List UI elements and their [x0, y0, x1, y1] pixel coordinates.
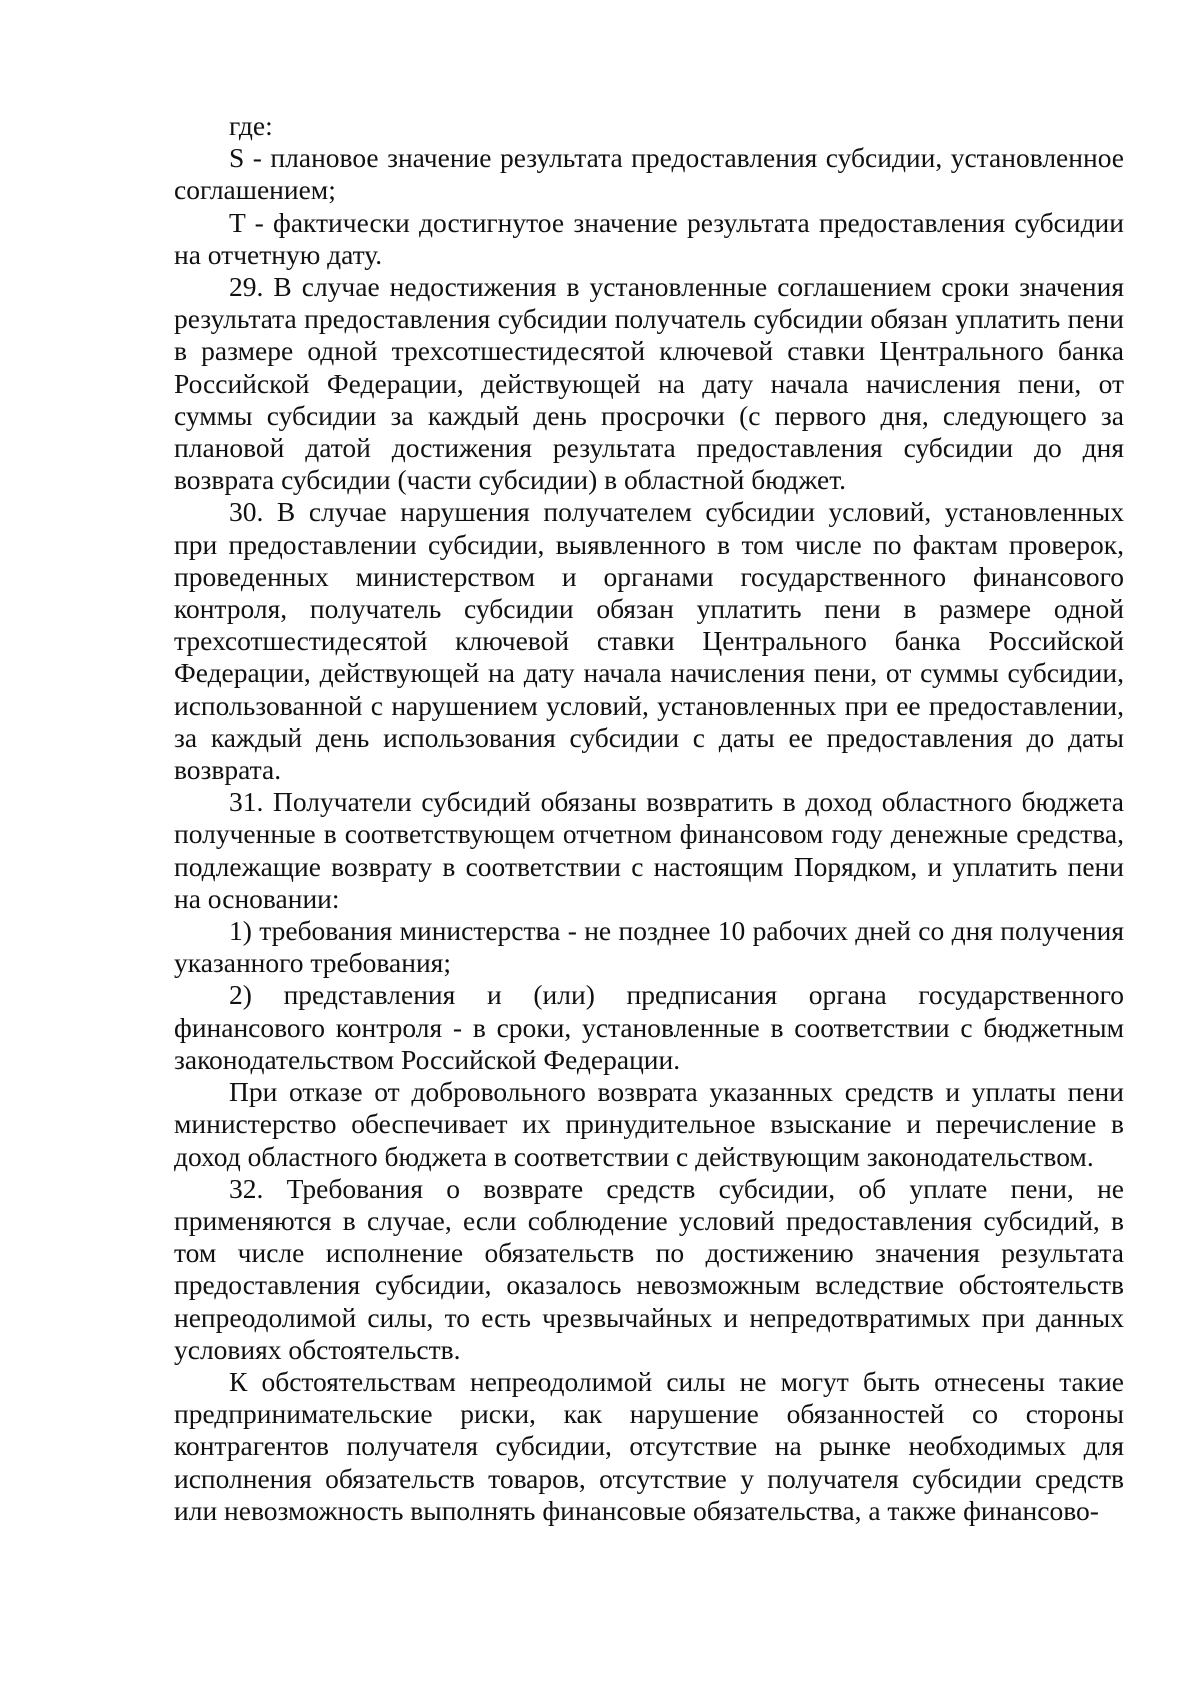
- paragraph-definition-t: T - фактически достигнутое значение результата предоставления субсидии на отчетную дату.: [174, 206, 1124, 270]
- paragraph-clause-29: 29. В случае недостижения в установленные соглашением сроки значения результата предоставления субсидии получатель субсидии обязан уплатить пени в размере одной трехсотшестидесятой ключевой ставки Центрального банка Российской Федерации, действующей на дату начала начисления пени, от суммы субсидии за каждый день просрочки (с первого дня, следующего за плановой датой достижения результата предоставления субсидии до дня возврата субсидии (части субсидии) в областной бюджет.: [174, 271, 1124, 496]
- paragraph-clause-31-item-1: 1) требования министерства - не позднее 10 рабочих дней со дня получения указанного требования;: [174, 915, 1124, 979]
- paragraph-clause-32: 32. Требования о возврате средств субсидии, об уплате пени, не применяются в случае, если соблюдение условий предоставления субсидий, в том числе исполнение обязательств по достижению значения результата предоставления субсидии, оказалось невозможным вследствие обстоятельств непреодолимой силы, то есть чрезвычайных и непредотвратимых при данных условиях обстоятельств.: [174, 1172, 1124, 1365]
- paragraph-force-majeure: К обстоятельствам непреодолимой силы не могут быть отнесены такие предпринимательские риски, как нарушение обязанностей со стороны контрагентов получателя субсидии, отсутствие на рынке необходимых для исполнения обязательств товаров, отсутствие у получателя субсидии средств или невозможность выполнять финансовые обязательства, а также финансово-: [174, 1365, 1124, 1526]
- paragraph-clause-30: 30. В случае нарушения получателем субсидии условий, установленных при предоставлении субсидии, выявленного в том числе по фактам проверок, проведенных министерством и органами государственного финансового контроля, получатель субсидии обязан уплатить пени в размере одной трехсотшестидесятой ключевой ставки Центрального банка Российской Федерации, действующей на дату начала начисления пени, от суммы субсидии, использованной с нарушением условий, установленных при ее предоставлении, за каждый день использования субсидии с даты ее предоставления до даты возврата.: [174, 496, 1124, 786]
- document-body: [174, 110, 1124, 1527]
- paragraph-clause-31-item-2: 2) представления и (или) предписания органа государственного финансового контроля - в сроки, установленные в соответствии с бюджетным законодательством Российской Федерации.: [174, 979, 1124, 1075]
- paragraph-definition-s: S - плановое значение результата предоставления субсидии, установленное соглашением;: [174, 142, 1124, 206]
- paragraph-where: где:: [229, 110, 273, 141]
- paragraph-clause-31: 31. Получатели субсидий обязаны возвратить в доход областного бюджета полученные в соответствующем отчетном финансовом году денежные средства, подлежащие возврату в соответствии с настоящим Порядком, и уплатить пени на основании:: [174, 786, 1124, 914]
- paragraph-refusal: При отказе от добровольного возврата указанных средств и уплаты пени министерство обеспечивает их принудительное взыскание и перечисление в доход областного бюджета в соответствии с действующим законодательством.: [174, 1076, 1124, 1172]
